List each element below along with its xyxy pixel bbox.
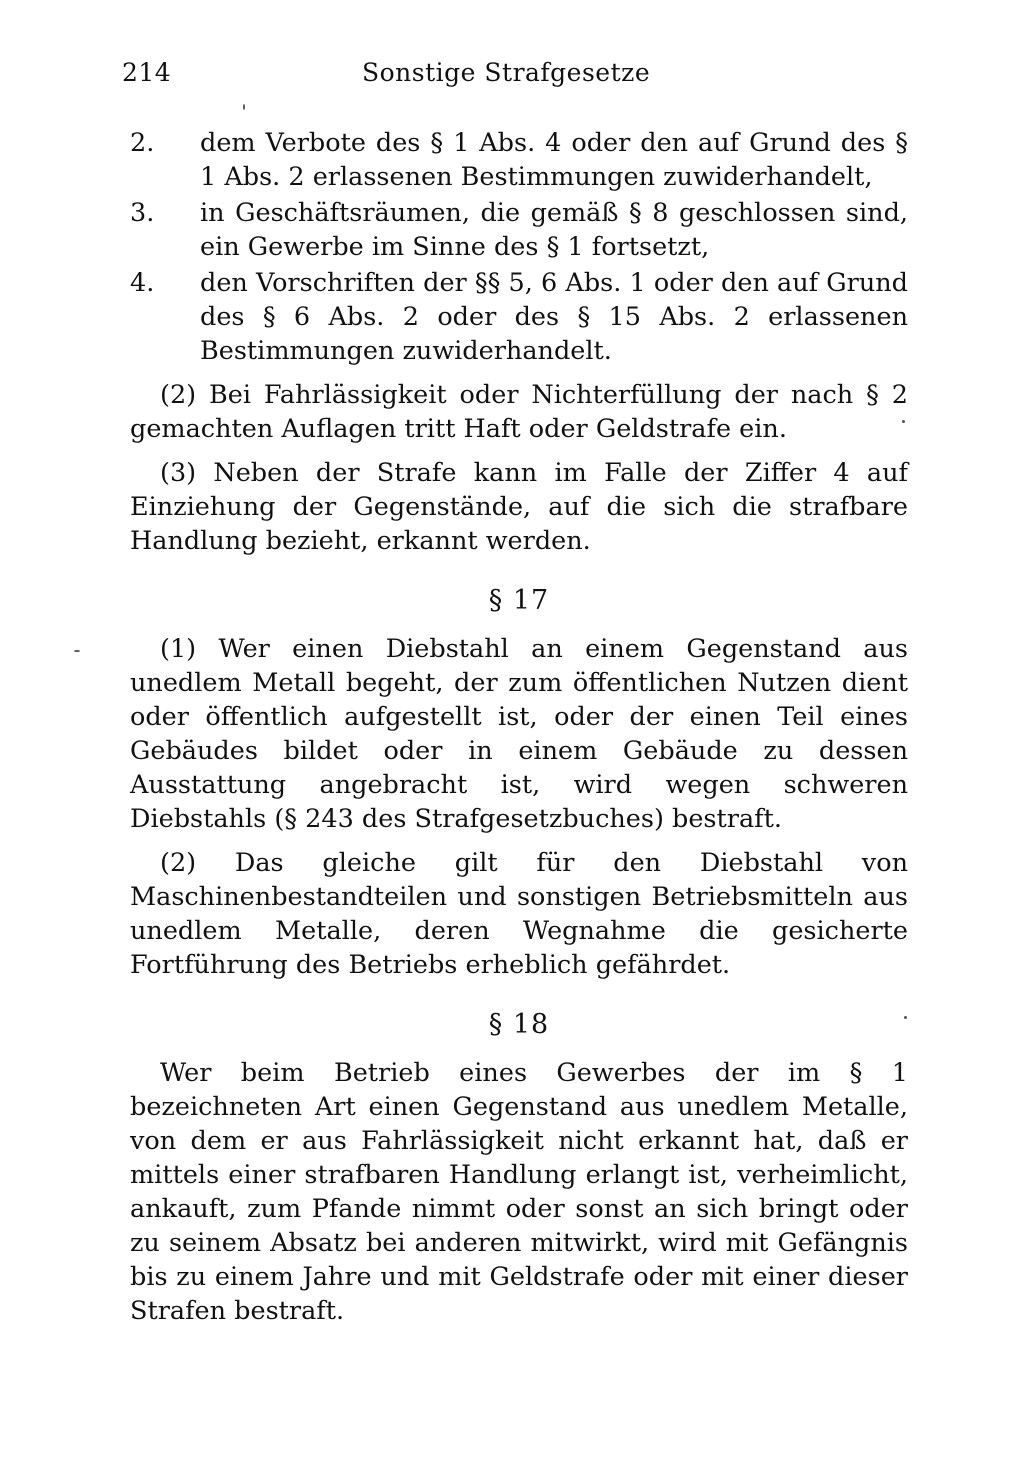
list-item-text: den Vorschriften der §§ 5, 6 Abs. 1 oder den auf Grund des § 6 Abs. 2 oder des § 15 Abs. 2 erlassenen Bestimmungen zuwiderhandelt. (200, 268, 908, 366)
list-item-number: 4. (130, 268, 155, 298)
scan-speck (243, 104, 245, 110)
body-text (130, 126, 908, 1328)
list-item-number: 2. (130, 128, 155, 158)
running-title: Sonstige Strafgesetze (362, 58, 651, 87)
list-item (130, 196, 908, 264)
list-item (130, 126, 908, 194)
paragraph: (1) Wer einen Diebstahl an einem Gegenstand aus unedlem Metall begeht, der zum öffentlichen Nutzen dient oder öffentlich aufgestellt ist, oder der einen Teil eines Gebäudes bildet oder in einem Gebäude zu dessen Ausstattung angebracht ist, wird wegen schweren Diebstahls (§ 243 des Strafgesetzbuches) bestraft. (130, 634, 908, 834)
page-header (122, 58, 912, 98)
scan-speck (904, 1016, 907, 1019)
list-item-text: dem Verbote des § 1 Abs. 4 oder den auf Grund des § 1 Abs. 2 erlassenen Bestimmungen zuwiderhandelt, (200, 128, 908, 192)
scan-speck (902, 420, 905, 423)
scan-speck (74, 650, 80, 652)
section-heading-17: § 17 (488, 585, 550, 616)
paragraph: (3) Neben der Strafe kann im Falle der Ziffer 4 auf Einziehung der Gegenstände, auf die sich die strafbare Handlung bezieht, erkannt werden. (130, 458, 908, 556)
paragraph: (2) Bei Fahrlässigkeit oder Nichterfüllung der nach § 2 gemachten Auflagen tritt Haft oder Geldstrafe ein. (130, 380, 908, 444)
paragraph: Wer beim Betrieb eines Gewerbes der im § 1 bezeichneten Art einen Gegenstand aus unedlem Metalle, von dem er aus Fahrlässigkeit nicht erkannt hat, daß er mittels einer strafbaren Handlung erlangt ist, verheimlicht, ankauft, zum Pfande nimmt oder sonst an sich bringt oder zu seinem Absatz bei anderen mitwirkt, wird mit Gefängnis bis zu einem Jahre und mit Geldstrafe oder mit einer dieser Strafen bestraft. (130, 1058, 908, 1326)
paragraph: (2) Das gleiche gilt für den Diebstahl von Maschinenbestandteilen und sonstigen Betriebsmitteln aus unedlem Metalle, deren Wegnahme die gesicherte Fortführung des Betriebs erheblich gefährdet. (130, 848, 908, 980)
list-item (130, 266, 908, 368)
page-number: 214 (122, 58, 172, 87)
section-heading-18: § 18 (488, 1009, 550, 1040)
list-item-number: 3. (130, 198, 155, 228)
list-item-text: in Geschäftsräumen, die gemäß § 8 geschlossen sind, ein Gewerbe im Sinne des § 1 fortsetzt, (200, 198, 908, 262)
